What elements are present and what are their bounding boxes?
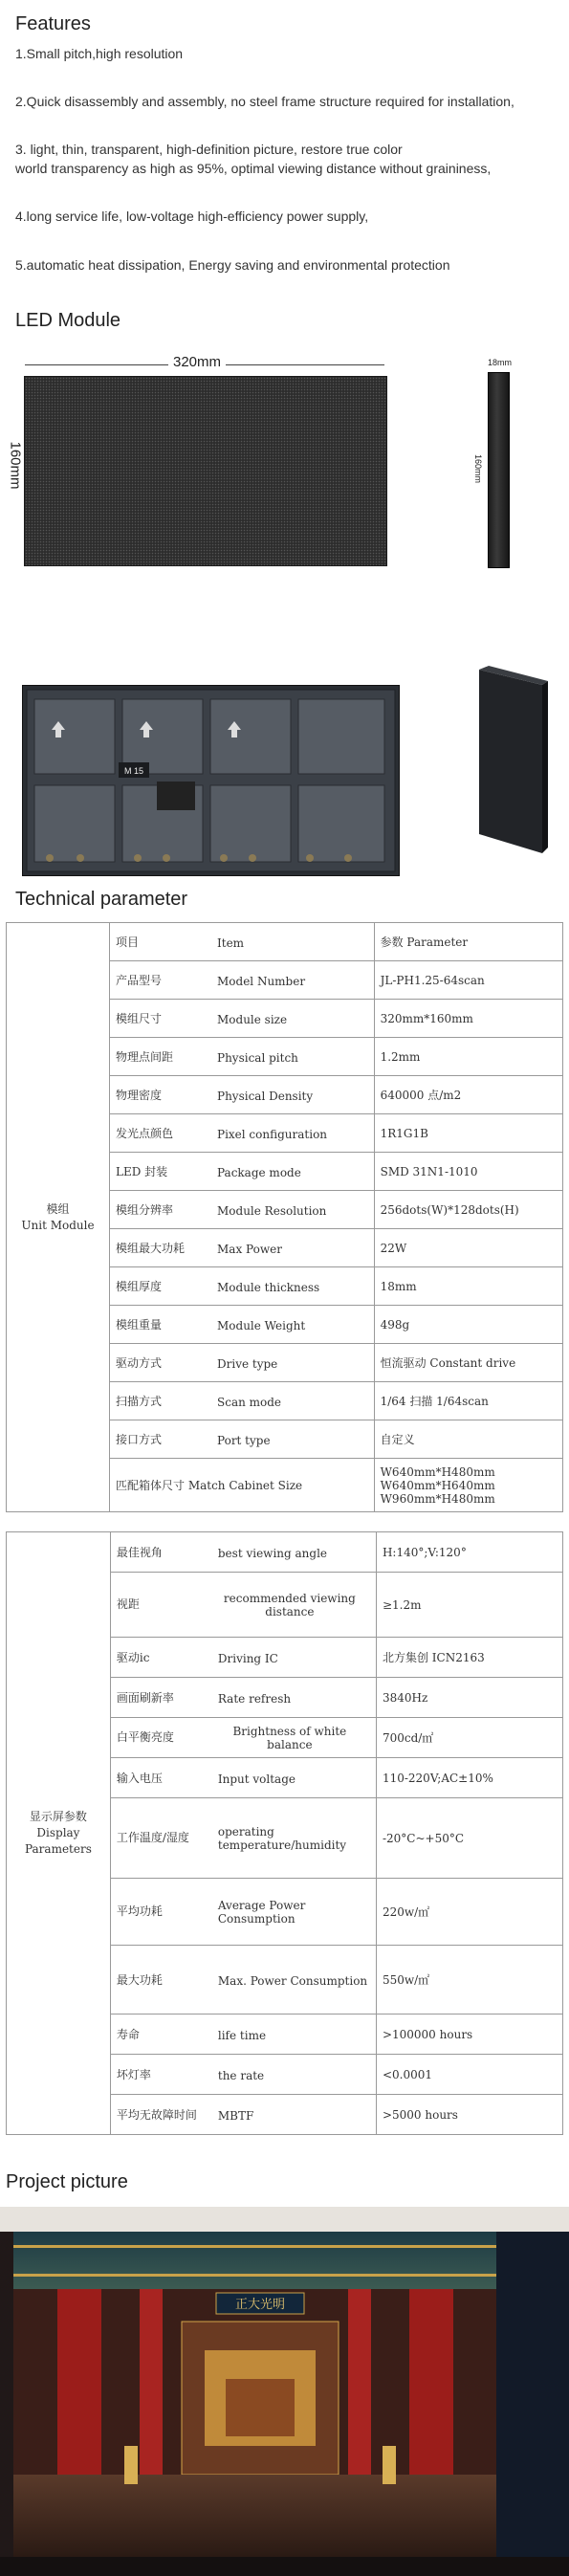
param-value: 恒流驱动 Constant drive	[374, 1344, 562, 1382]
param-en: Module size	[217, 1012, 288, 1026]
param-cn: 项目	[116, 936, 140, 949]
led-module-front-panel	[24, 376, 387, 566]
param-en: Max. Power Consumption	[217, 1973, 368, 1988]
param-value: >100000 hours	[376, 2015, 562, 2055]
param-en: the rate	[217, 2068, 265, 2082]
led-module-title: LED Module	[15, 310, 121, 331]
param-en: Physical Density	[217, 1089, 314, 1103]
param-value: >5000 hours	[376, 2095, 562, 2135]
param-cn: 驱动方式	[116, 1356, 163, 1370]
param-cn: 扫描方式	[116, 1395, 163, 1408]
param-cn: LED 封装	[116, 1165, 168, 1178]
group2-en: Display	[36, 1826, 80, 1839]
plaque-text: 正大光明	[234, 2298, 286, 2312]
param-en: Average Power Consumption	[217, 1898, 306, 1926]
param-cn: 平均功耗	[116, 1904, 163, 1918]
cabinet-size-values	[374, 1459, 562, 1512]
param-en: Model Number	[217, 974, 306, 988]
display-params-table	[6, 1531, 563, 2135]
param-cn: 发光点颜色	[116, 1127, 174, 1140]
param-en: Pixel configuration	[217, 1127, 328, 1141]
group2-en-cont: Parameters	[24, 1842, 92, 1856]
param-value: 256dots(W)*128dots(H)	[374, 1191, 562, 1229]
param-value: 22W	[374, 1229, 562, 1267]
param-value: 640000 点/m2	[374, 1076, 562, 1114]
param-en: Driving IC	[217, 1651, 278, 1665]
param-cn: 视距	[116, 1597, 140, 1611]
feature-item-3: 3. light, thin, transparent, high-definition picture, restore true color	[15, 142, 403, 157]
param-value: 110-220V;AC±10%	[376, 1758, 562, 1798]
param-value: <0.0001	[376, 2055, 562, 2095]
param-cn: 模组最大功耗	[116, 1242, 186, 1255]
param-value: 北方集创 ICN2163	[376, 1638, 562, 1678]
param-value: JL-PH1.25-64scan	[374, 961, 562, 1000]
param-en: Item	[217, 936, 245, 950]
param-cn: 最大功耗	[116, 1973, 163, 1987]
param-value: 自定义	[374, 1420, 562, 1459]
feature-item-1: 1.Small pitch,high resolution	[15, 46, 184, 61]
unit-module-group-cell	[7, 923, 110, 1512]
param-value: 1/64 扫描 1/64scan	[374, 1382, 562, 1420]
param-en: Drive type	[217, 1356, 278, 1371]
project-title: Project picture	[6, 2171, 128, 2192]
led-module-back-panel	[22, 685, 400, 876]
param-cn: 物理点间距	[116, 1050, 174, 1064]
cabinet-size-value: W640mm*H640mm	[380, 1478, 495, 1492]
module-height-label: 160mm	[7, 441, 24, 490]
param-cn: 坏灯率	[116, 2068, 151, 2081]
param-cn: 模组尺寸	[116, 1012, 163, 1025]
param-en: life time	[217, 2028, 267, 2042]
param-en: Module Weight	[217, 1318, 306, 1332]
param-value: 700cd/㎡	[376, 1718, 562, 1758]
param-value: 498g	[374, 1306, 562, 1344]
param-cn: 接口方式	[116, 1433, 163, 1446]
param-cn: 画面刷新率	[116, 1691, 174, 1705]
group1-en: Unit Module	[21, 1218, 95, 1232]
param-cn: 模组重量	[116, 1318, 163, 1332]
param-en: operating temperature/humidity	[217, 1824, 347, 1852]
group2-cn: 显示屏参数	[29, 1810, 87, 1823]
param-value: 320mm*160mm	[374, 1000, 562, 1038]
group1-cn: 模组	[46, 1201, 70, 1216]
param-cn: 产品型号	[116, 974, 163, 987]
param-en: Physical pitch	[217, 1050, 298, 1065]
param-cn: 工作温度/湿度	[116, 1831, 189, 1844]
param-en: recommended viewing distance	[223, 1591, 356, 1618]
project-photo	[0, 2207, 569, 2576]
param-en: Max Power	[217, 1242, 282, 1256]
param-cn: 模组厚度	[116, 1280, 163, 1293]
param-cn: 驱动ic	[116, 1651, 150, 1664]
unit-module-table	[6, 922, 563, 1512]
param-value: 1R1G1B	[374, 1114, 562, 1153]
param-cn: 物理密度	[116, 1089, 163, 1102]
param-value: 参数 Parameter	[374, 923, 562, 961]
param-en: Module Resolution	[217, 1203, 327, 1218]
module-width-label: 320mm	[173, 354, 222, 370]
param-cn: 平均无故障时间	[116, 2108, 197, 2122]
width-dimension-line	[25, 364, 168, 365]
module-depth-label: 18mm	[488, 358, 513, 367]
param-value: 1.2mm	[374, 1038, 562, 1076]
features-title: Features	[15, 13, 91, 34]
param-value: 3840Hz	[376, 1678, 562, 1718]
param-cn: 白平衡亮度	[116, 1730, 174, 1744]
side-height-label: 160mm	[473, 453, 483, 483]
param-en: Port type	[217, 1433, 271, 1447]
param-en: Module thickness	[217, 1280, 320, 1294]
param-cn: 模组分辨率	[116, 1203, 174, 1217]
led-module-3d-side	[475, 666, 551, 853]
cabinet-size-value: W960mm*H480mm	[380, 1491, 495, 1506]
module-back-illustration	[23, 686, 399, 875]
param-cn: 寿命	[116, 2028, 140, 2041]
param-value: 550w/㎡	[376, 1946, 562, 2015]
param-en: Package mode	[217, 1165, 301, 1179]
back-label: M 15	[123, 766, 144, 776]
width-dimension-line-right	[226, 364, 384, 365]
param-en: MBTF	[217, 2108, 254, 2123]
cabinet-size-label: 匹配箱体尺寸 Match Cabinet Size	[110, 1459, 375, 1512]
param-value: 220w/㎡	[376, 1879, 562, 1946]
param-cn: 输入电压	[116, 1772, 163, 1785]
param-en: Rate refresh	[217, 1691, 292, 1706]
led-module-side-view	[488, 372, 510, 568]
param-value: SMD 31N1-1010	[374, 1153, 562, 1191]
param-value: H:140°;V:120°	[376, 1532, 562, 1573]
feature-item-2: 2.Quick disassembly and assembly, no steel frame structure required for installation,	[15, 94, 514, 109]
feature-item-3-cont: world transparency as high as 95%, optimal viewing distance without graininess,	[15, 161, 492, 176]
cabinet-size-value: W640mm*H480mm	[380, 1464, 495, 1479]
feature-item-4: 4.long service life, low-voltage high-efficiency power supply,	[15, 209, 369, 224]
technical-title: Technical parameter	[15, 889, 188, 910]
param-en: Brightness of white balance	[232, 1724, 347, 1751]
param-en: Input voltage	[217, 1772, 295, 1786]
param-en: Scan mode	[217, 1395, 282, 1409]
param-cn: 最佳视角	[116, 1546, 163, 1559]
param-value: 18mm	[374, 1267, 562, 1306]
display-params-group-cell	[7, 1532, 111, 2135]
param-value: -20°C~+50°C	[376, 1798, 562, 1879]
param-value: ≥1.2m	[376, 1573, 562, 1638]
feature-item-5: 5.automatic heat dissipation, Energy saving and environmental protection	[15, 257, 450, 273]
param-en: best viewing angle	[217, 1546, 328, 1560]
